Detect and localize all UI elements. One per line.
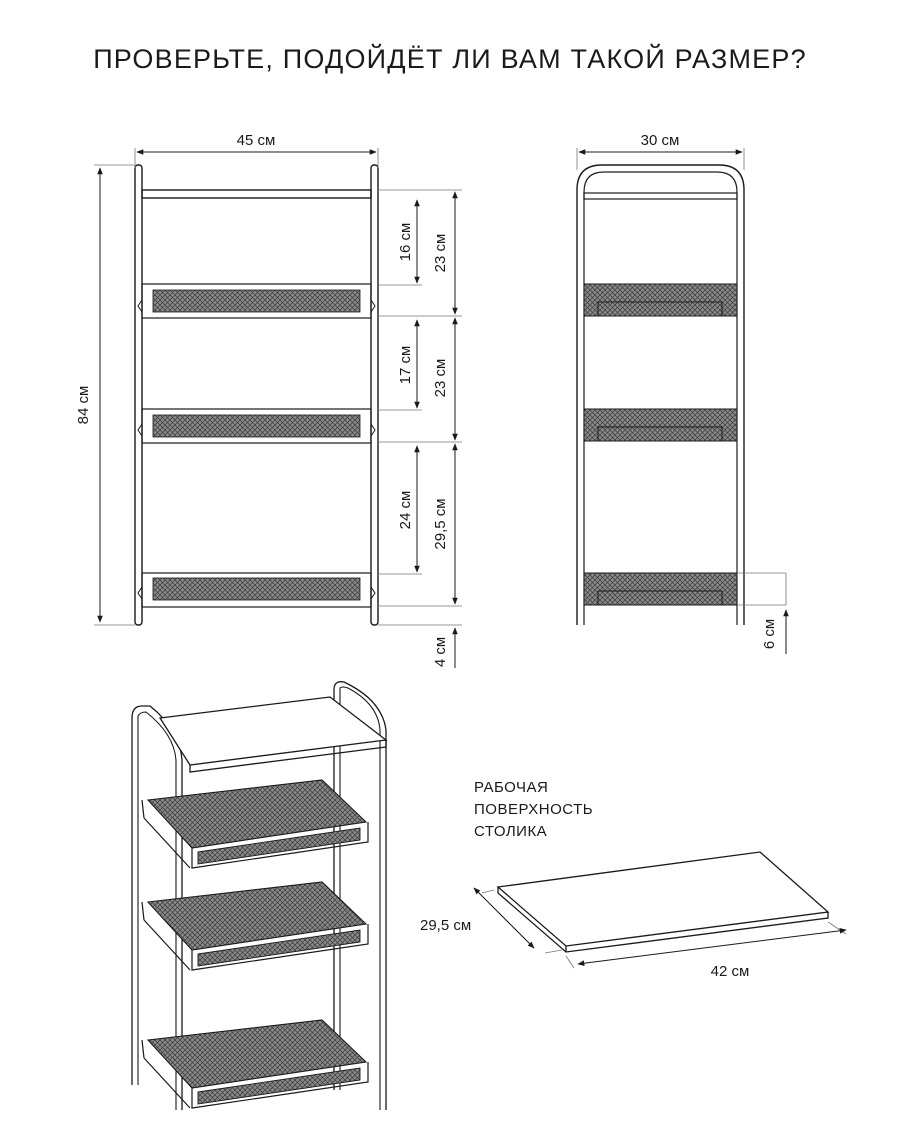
tabletop-label-line2: ПОВЕРХНОСТЬ (474, 801, 594, 818)
tabletop-label-line3: СТОЛИКА (474, 823, 548, 840)
tabletop-depth-label: 29,5 см (420, 917, 472, 934)
front-width-label: 45 см (236, 132, 276, 149)
gap3-outer-label: 29,5 см (432, 498, 449, 550)
perspective-top-board (160, 697, 386, 772)
page-title: ПРОВЕРЬТЕ, ПОДОЙДЁТ ЛИ ВАМ ТАКОЙ РАЗМЕР? (93, 44, 807, 74)
side-foot-label: 6 см (761, 618, 778, 650)
perspective-view (132, 682, 386, 1110)
tabletop-label-line1: РАБОЧАЯ (474, 779, 549, 796)
side-depth-label: 30 см (640, 132, 680, 149)
tabletop-width-label: 42 см (710, 963, 750, 980)
side-shelf-2 (584, 409, 737, 441)
gap1-outer-label: 23 см (432, 233, 449, 273)
front-left-post (135, 165, 142, 625)
side-shelf-3 (584, 573, 737, 605)
tabletop-diagram (420, 779, 846, 980)
front-height-label: 84 см (75, 385, 92, 425)
gap1-inner-label: 16 см (397, 222, 414, 262)
front-right-post (371, 165, 378, 625)
gap2-outer-label: 23 см (432, 358, 449, 398)
gap2-inner-label: 17 см (397, 345, 414, 385)
gap3-inner-label: 24 см (397, 490, 414, 530)
front-shelf-1 (138, 284, 375, 318)
front-shelf-3 (138, 573, 375, 607)
front-view (75, 132, 462, 668)
side-frame (577, 165, 744, 625)
tabletop-board (498, 852, 828, 946)
front-shelf-2 (138, 409, 375, 443)
side-view (577, 132, 786, 654)
front-foot-label: 4 см (432, 636, 449, 668)
side-shelf-1 (584, 284, 737, 316)
front-top-board (142, 190, 371, 198)
